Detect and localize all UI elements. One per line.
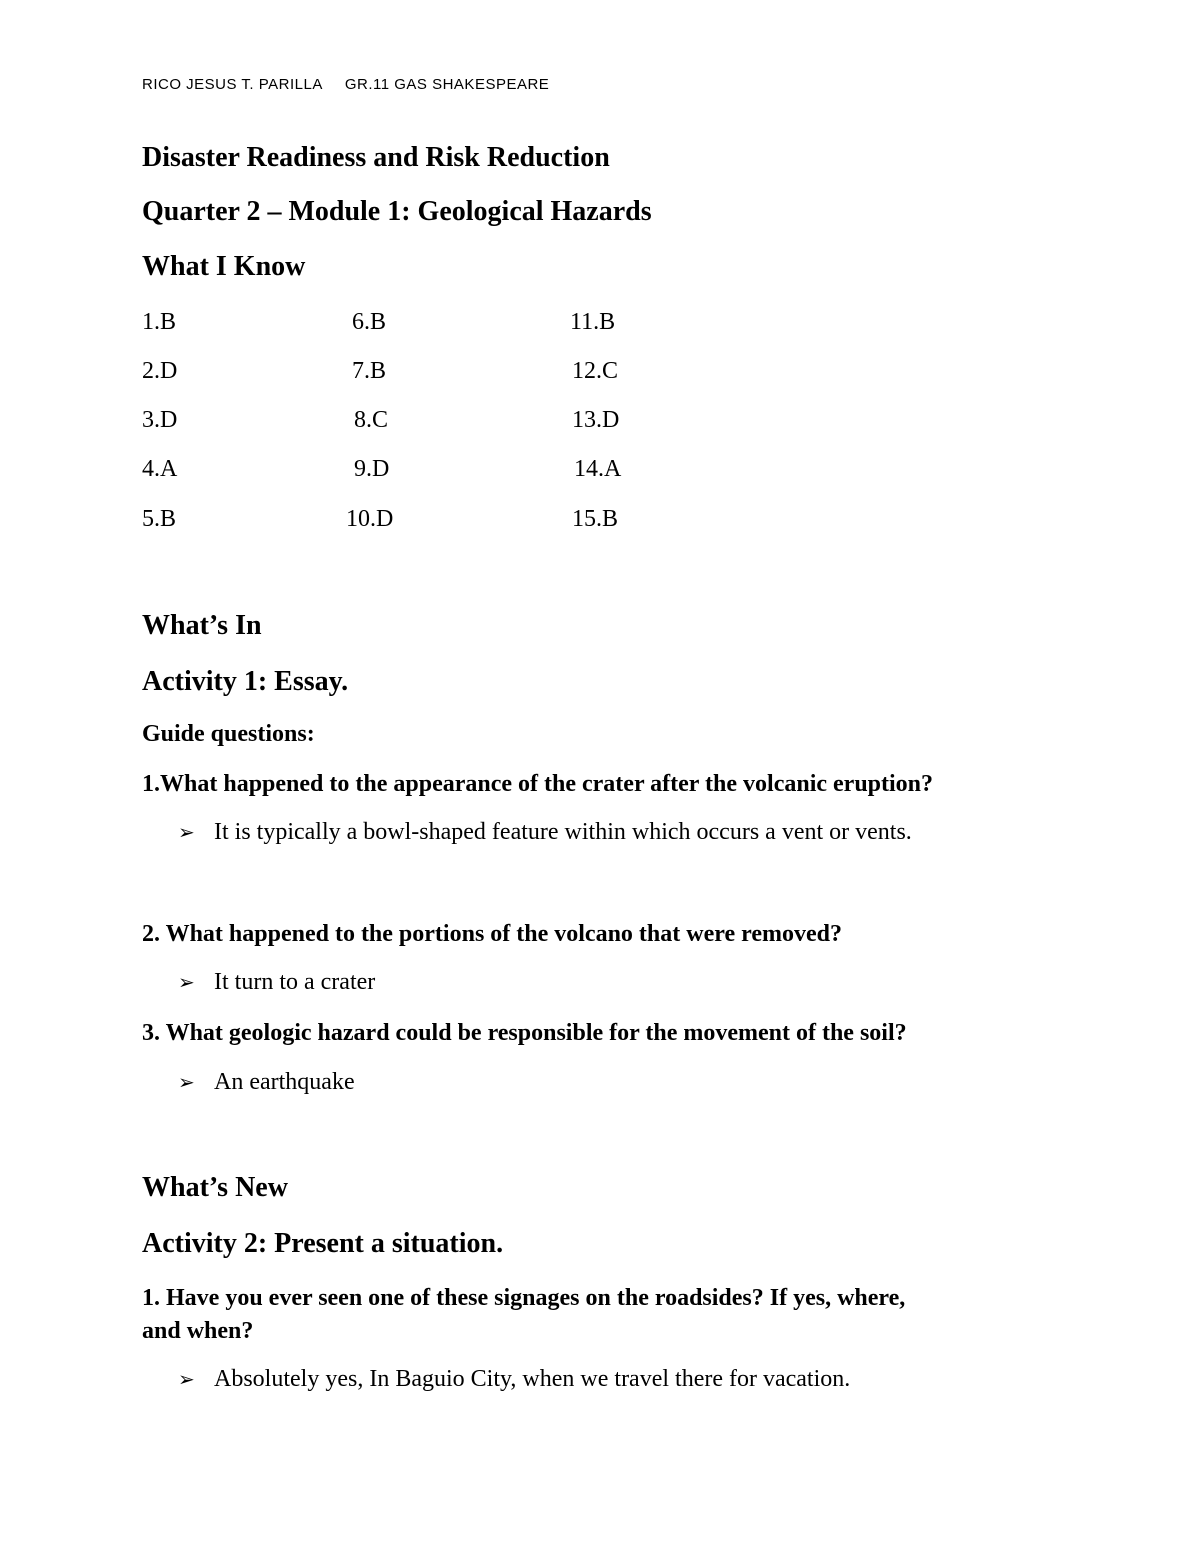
question-new-1 (142, 1282, 905, 1348)
answer-1 (178, 819, 912, 846)
answer-1-text: It is typically a bowl-shaped feature within which occurs a vent or vents. (214, 819, 912, 845)
answer-cell: 7.B (352, 358, 387, 384)
answer-2 (178, 969, 375, 996)
answer-cell: 8.C (354, 407, 389, 433)
document-header (142, 76, 549, 93)
whats-in-heading: What’s In (142, 610, 262, 641)
answer-cell: 12.C (572, 358, 619, 384)
activity-2-title: Activity 2: Present a situation. (142, 1228, 504, 1259)
question-3: 3. What geologic hazard could be responsible for the movement of the soil? (142, 1020, 907, 1046)
answer-cell: 1.B (142, 309, 177, 335)
answer-cell: 15.B (572, 506, 619, 532)
what-i-know-heading: What I Know (142, 251, 306, 282)
student-section: GR.11 GAS SHAKESPEARE (344, 76, 550, 93)
answer-3-text: An earthquake (214, 1069, 355, 1095)
arrow-bullet-icon: ➢ (178, 970, 195, 994)
guide-questions-label: Guide questions: (142, 721, 315, 747)
answer-cell: 13.D (572, 407, 620, 433)
arrow-bullet-icon: ➢ (178, 1070, 195, 1094)
answer-cell: 14.A (574, 456, 622, 482)
answer-cell: 9.D (354, 456, 390, 482)
answer-3 (178, 1069, 355, 1096)
answer-new-1 (178, 1366, 850, 1393)
whats-new-heading: What’s New (142, 1172, 288, 1203)
subject-title: Disaster Readiness and Risk Reduction (142, 142, 610, 173)
answer-cell: 3.D (142, 407, 178, 433)
answer-2-text: It turn to a crater (214, 969, 376, 995)
question-new-1-line2: and when? (142, 1318, 254, 1344)
module-title: Quarter 2 – Module 1: Geological Hazards (142, 196, 652, 227)
arrow-bullet-icon: ➢ (178, 820, 195, 844)
answer-cell: 5.B (142, 506, 177, 532)
answer-new-1-text: Absolutely yes, In Baguio City, when we travel there for vacation. (214, 1366, 851, 1392)
arrow-bullet-icon: ➢ (178, 1367, 195, 1391)
answer-cell: 6.B (352, 309, 387, 335)
answer-cell: 10.D (346, 506, 394, 532)
question-2: 2. What happened to the portions of the volcano that were removed? (142, 921, 842, 947)
answer-cell: 2.D (142, 358, 178, 384)
answer-cell: 4.A (142, 456, 178, 482)
student-name: RICO JESUS T. PARILLA (142, 76, 323, 93)
activity-1-title: Activity 1: Essay. (142, 666, 349, 697)
question-new-1-line1: 1. Have you ever seen one of these signages on the roadsides? If yes, where, (142, 1285, 906, 1311)
question-1: 1.What happened to the appearance of the crater after the volcanic eruption? (142, 771, 934, 797)
answer-cell: 11.B (570, 309, 616, 335)
